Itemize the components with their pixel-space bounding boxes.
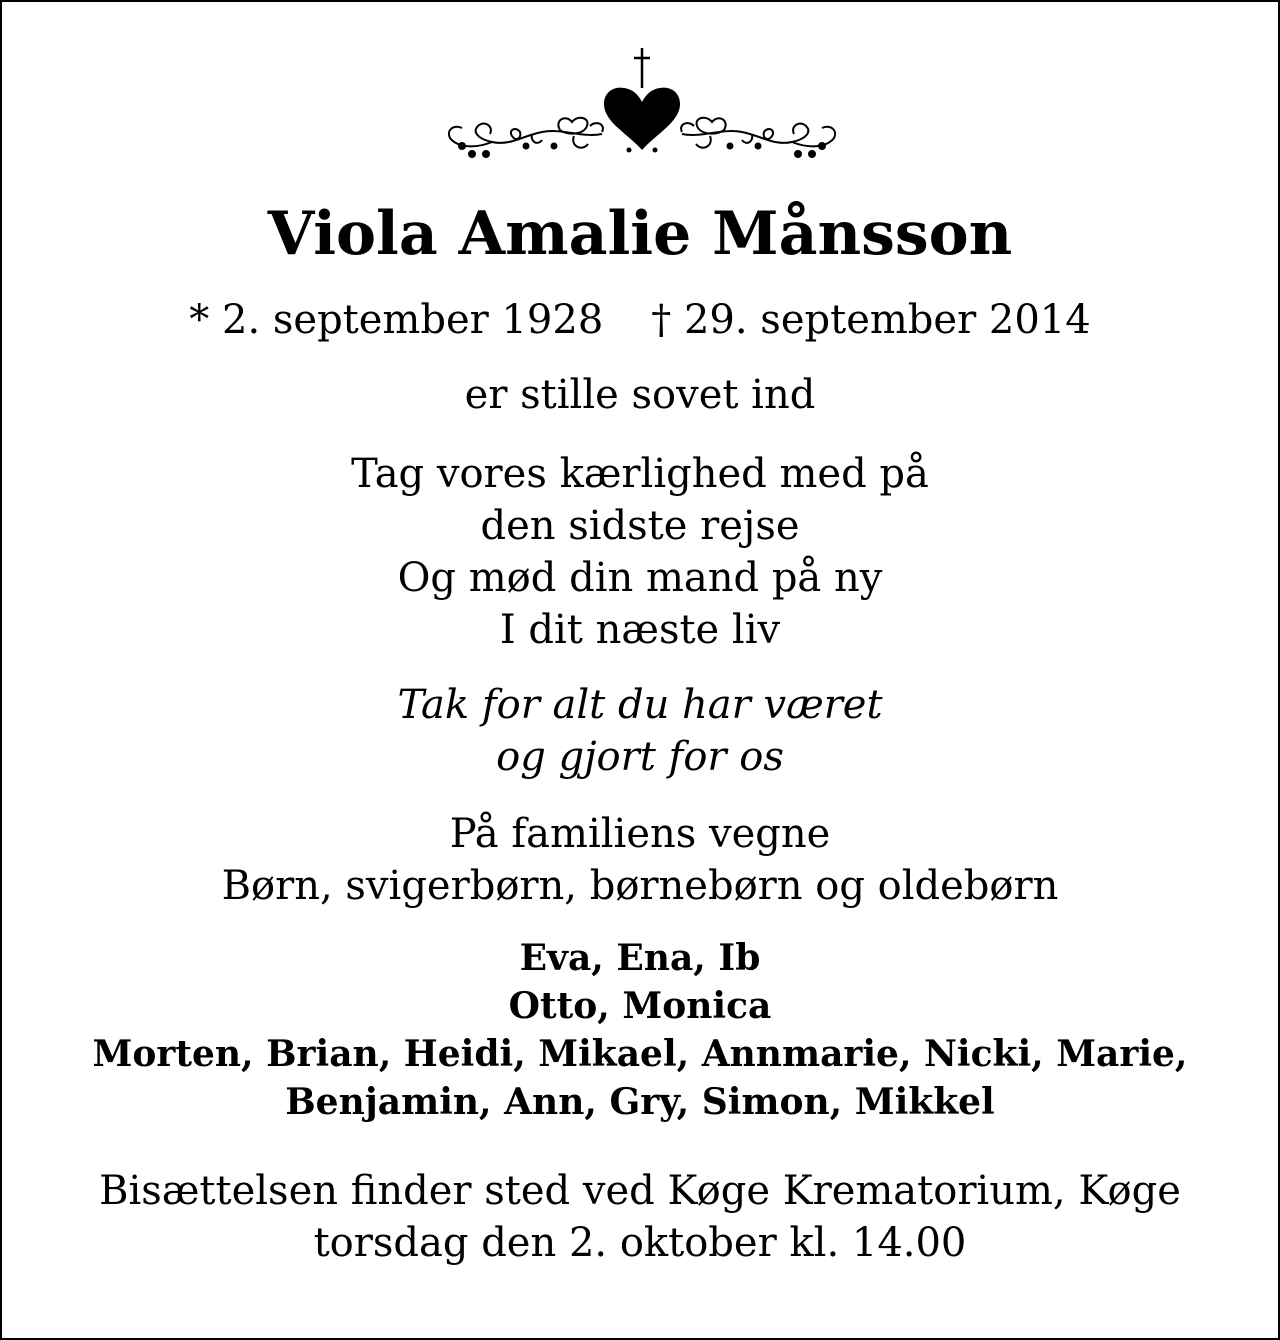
floral-flourish-icon	[681, 118, 835, 157]
names-line: Benjamin, Ann, Gry, Simon, Mikkel	[285, 1081, 995, 1123]
cross-heart-ornament	[442, 42, 842, 167]
life-dates	[2, 294, 1278, 346]
family-line: På familiens vegne	[449, 811, 831, 857]
names-line: Eva, Ena, Ib	[519, 937, 761, 979]
floral-flourish-icon	[449, 118, 603, 157]
memorial-verse	[2, 448, 1278, 656]
death-date: † 29. september 2014	[651, 297, 1091, 343]
family-signature	[2, 808, 1278, 912]
verse-line: den sidste rejse	[480, 503, 800, 549]
thanks-line: og gjort for os	[496, 734, 784, 780]
thanks-text	[2, 679, 1278, 783]
verse-line: Tag vores kærlighed med på	[351, 451, 929, 497]
thanks-line: Tak for alt du har været	[397, 682, 883, 728]
verse-line: I dit næste liv	[499, 607, 781, 653]
verse-line: Og mød din mand på ny	[397, 555, 883, 601]
funeral-details	[2, 1165, 1278, 1269]
heart-icon	[604, 88, 680, 150]
birth-date: * 2. september 1928	[189, 297, 604, 343]
cross-icon	[634, 48, 650, 88]
passing-text: er stille sovet ind	[464, 372, 816, 418]
family-names	[2, 934, 1278, 1126]
ceremony-line: torsdag den 2. oktober kl. 14.00	[313, 1220, 967, 1266]
deceased-name: Viola Amalie Månsson	[267, 199, 1013, 269]
names-line: Otto, Monica	[508, 985, 772, 1027]
names-line: Morten, Brian, Heidi, Mikael, Annmarie, Nicki, Marie,	[92, 1033, 1188, 1075]
ceremony-line: Bisættelsen finder sted ved Køge Krematorium, Køge	[99, 1168, 1181, 1214]
family-line: Børn, svigerbørn, børnebørn og oldebørn	[221, 863, 1059, 909]
